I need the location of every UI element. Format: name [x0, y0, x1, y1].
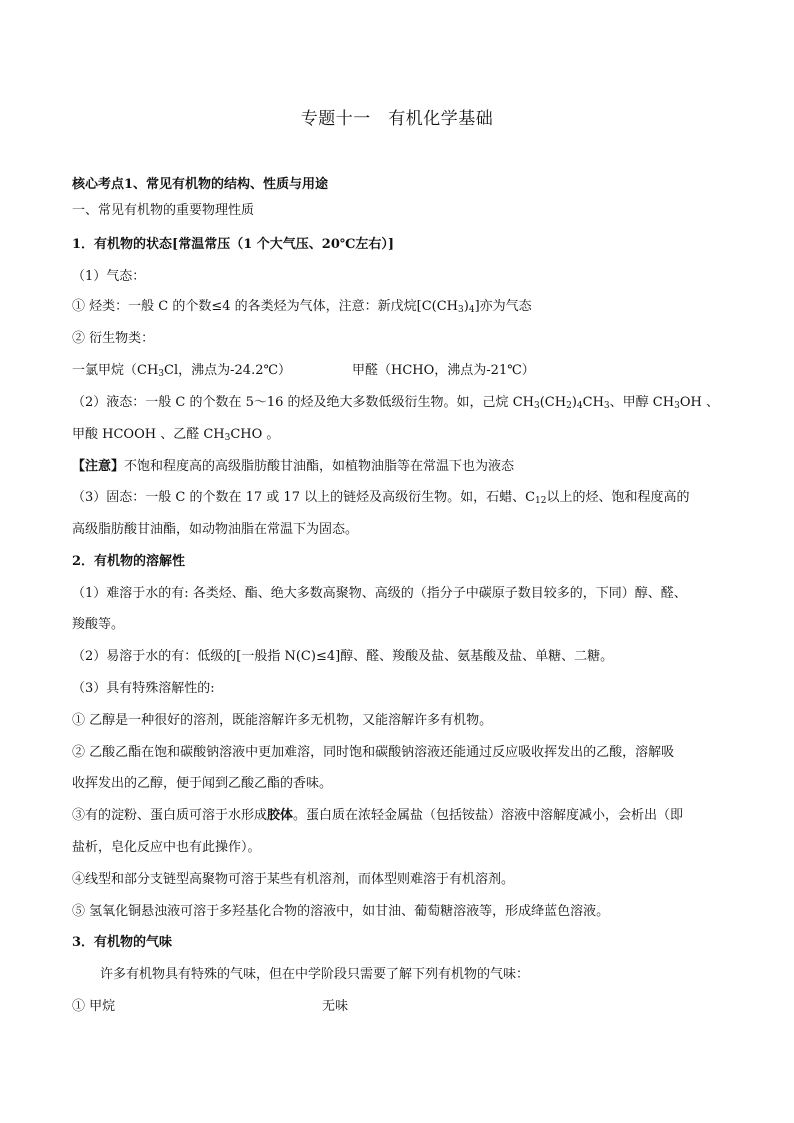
list-item-polymer: ④线型和部分支链型高聚物可溶于某些有机溶剂，而体型则难溶于有机溶剂。	[72, 872, 515, 887]
paragraph-gas-head: （1）气态：	[72, 269, 146, 284]
odor-item-value: 无味	[322, 999, 349, 1014]
note-paragraph: 【注意】不饱和程度高的高级脂肪酸甘油酯，如植物油脂等在常温下也为液态	[72, 459, 515, 474]
section-heading: 一、常见有机物的重要物理性质	[72, 203, 255, 218]
paragraph-insoluble-cont: 羧酸等。	[72, 617, 125, 632]
paragraph-solid: （3）固态：一般 C 的个数在 17 或 17 以上的链烃及高级衍生物。如，石蜡、$C_{12}$以上的烃、饱和程度高的	[72, 490, 690, 506]
paragraph-gas-examples	[72, 362, 732, 380]
list-item-colloid: ③有的淀粉、蛋白质可溶于水形成胶体。蛋白质在浓轻金属盐（包括铵盐）溶液中溶解度减小，会析出（即	[72, 808, 684, 823]
paragraph-gas-derivatives: ② 衍生物类：	[72, 331, 155, 346]
note-label: 【注意】	[72, 459, 125, 474]
colloid-term: 胶体	[267, 808, 294, 823]
paragraph-solid-cont: 高级脂肪酸甘油酯，如动物油脂在常温下为固态。	[72, 522, 359, 537]
paragraph-gas-hydrocarbons: ① 烃类：一般 C 的个数≤4 的各类烃为气体，注意：新戊烷$[C(CH_3)_4]$亦为气态	[72, 299, 532, 315]
list-item-ethanol: ① 乙醇是一种很好的溶剂，既能溶解许多无机物，又能溶解许多有机物。	[72, 713, 493, 728]
paragraph-liquid: （2）液态：一般 C 的个数在 5～16 的烃及绝大多数低级衍生物。如，己烷 $CH_3(CH_2)_4CH_3$、甲醇 $CH_3OH$ 、	[72, 395, 719, 411]
page-title: 专题十一 有机化学基础	[300, 109, 494, 129]
core-point-heading: 核心考点1、常见有机物的结构、性质与用途	[72, 177, 329, 192]
list-item-ethyl-acetate: ② 乙酸乙酯在饱和碳酸钠溶液中更加难溶，同时饱和碳酸钠溶液还能通过反应吸收挥发出的乙酸，溶解吸	[72, 745, 675, 760]
subheading-odor: 3．有机物的气味	[72, 935, 173, 950]
paragraph-odor-intro: 许多有机物具有特殊的气味，但在中学阶段只需要了解下列有机物的气味：	[100, 967, 530, 982]
subheading-solubility: 2．有机物的溶解性	[72, 554, 186, 569]
paragraph-liquid-cont: 甲酸 HCOOH 、乙醛 $CH_3CHO$ 。	[72, 427, 280, 443]
paragraph-insoluble: （1）难溶于水的有: 各类烃、酯、绝大多数高聚物、高级的（指分子中碳原子数目较多的，下同）醇、醛、	[72, 586, 687, 601]
example-formaldehyde: 甲醛（HCHO，沸点为-21℃）	[352, 363, 535, 378]
list-item-ethyl-acetate-cont: 收挥发出的乙醇，便于闻到乙酸乙酯的香味。	[72, 776, 333, 791]
list-item-copper-hydroxide: ⑤ 氢氧化铜悬浊液可溶于多羟基化合物的溶液中，如甘油、葡萄糖溶液等，形成绛蓝色溶液。	[72, 904, 610, 919]
paragraph-soluble: （2）易溶于水的有：低级的[一般指 N(C)≤4]醇、醛、羧酸及盐、氨基酸及盐、单糖、二糖。	[72, 649, 614, 664]
example-chloromethane: 一氯甲烷（$CH_3Cl$，沸点为-24.2℃）	[72, 363, 292, 379]
paragraph-special: （3）具有特殊溶解性的:	[72, 681, 215, 696]
odor-row-methane	[72, 998, 732, 1016]
odor-item-name: ① 甲烷	[72, 999, 116, 1014]
list-item-colloid-cont: 盐析，皂化反应中也有此操作）。	[72, 840, 261, 855]
subheading-state: 1．有机物的状态[常温常压（1 个大气压、20℃左右）]	[72, 237, 395, 252]
